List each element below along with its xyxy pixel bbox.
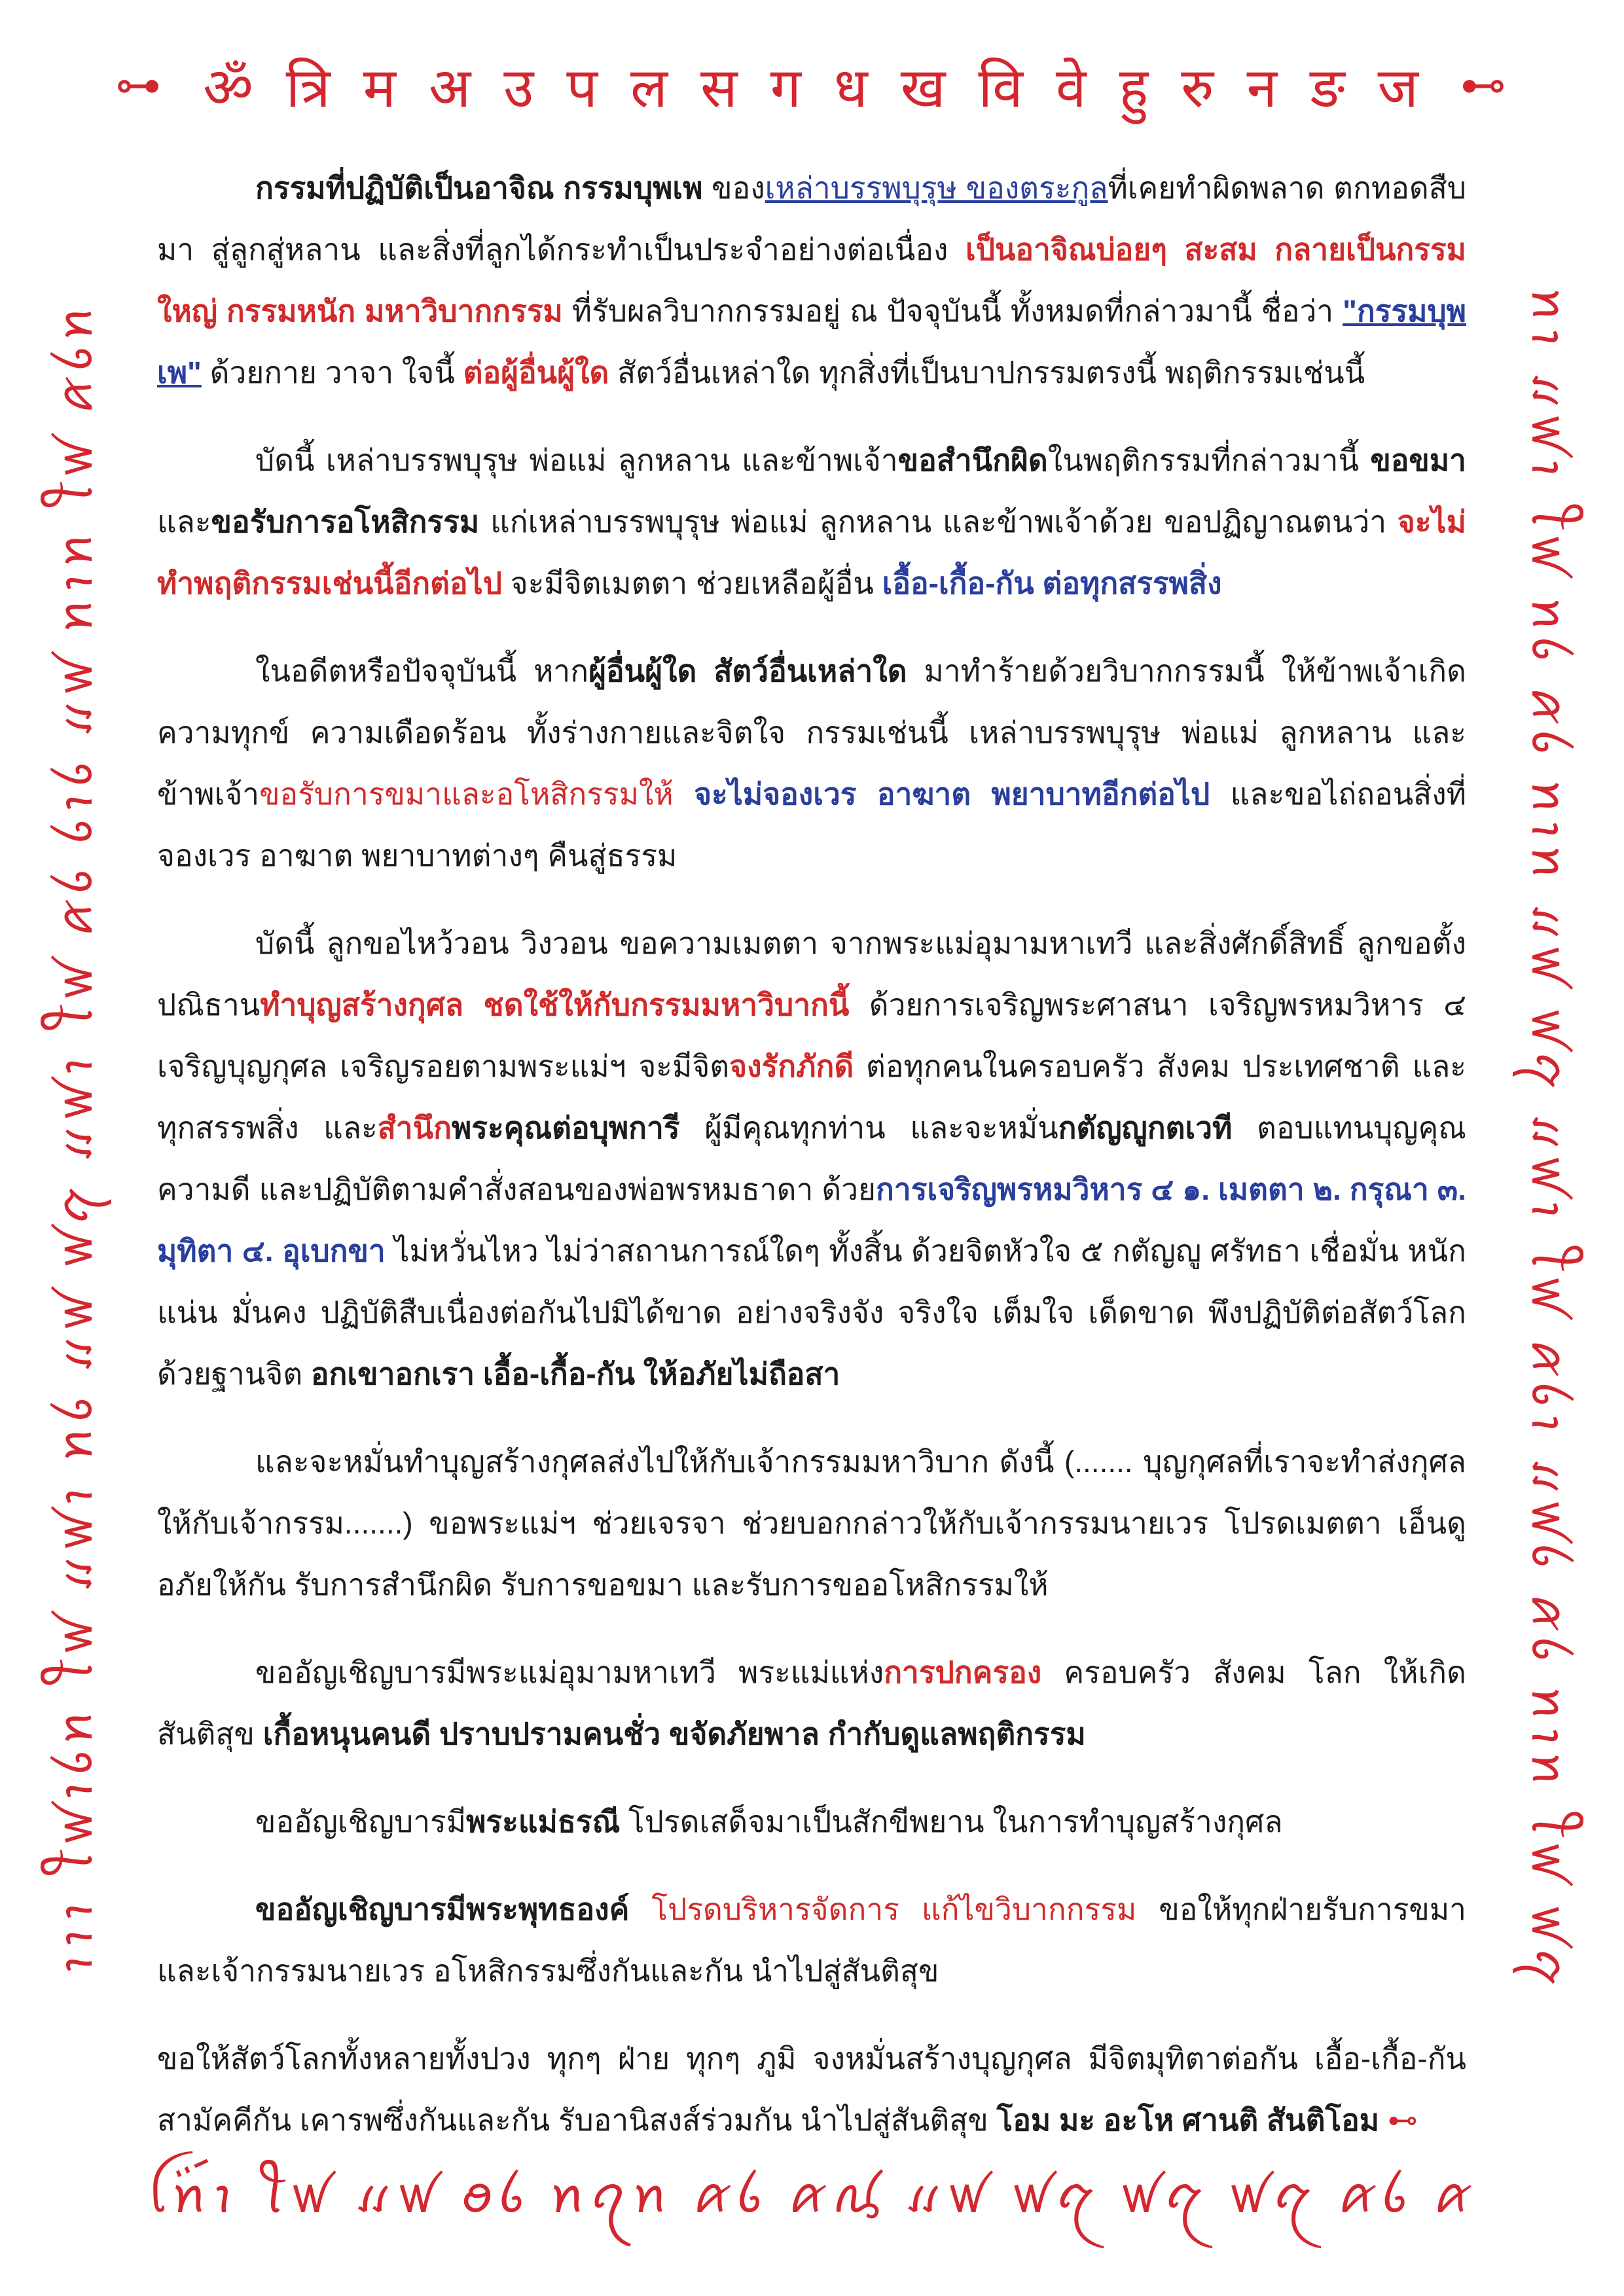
paragraph-6: ขออัญเชิญบารมีพระแม่อุมามหาเทวี พระแม่แห่งการปกครอง ครอบครัว สังคม โลก ให้เกิดสันติสุข เกื้อหนุนคนดี ปราบปรามคนชั่ว ขจัดภัยพาล กำกับดูแลพฤติกรรม [157,1655,1466,1751]
paragraph-8: ขออัญเชิญบารมีพระพุทธองค์ โปรดบริหารจัดการ แก้ไขวิบากกรรม ขอให้ทุกฝ่ายรับการขมา และเจ้ากรรมนายเวร อโหสิกรรมซึ่งกันและกัน นำไปสู่สันติสุข [157,1892,1466,1988]
border-letter: ङ [1310,55,1348,120]
border-letter: प [566,55,600,120]
border-letter: हु [1119,55,1151,120]
left-script-border: ꪱꪱꪱ ꪻꪝꪱꪉꪀ ꪻꪝ ꪵꪝꪱ ꪀꪉ ꪵꪝ ꪝꪋ ꪵꪝꪱ ꪻꪝ ꪁꪉ ꪉꪱꪉ ꪵꪝ ꪀꪱꪀ ꪻꪝ ꪁꪉꪀ [47,302,103,1976]
border-letter: उ [503,55,537,120]
border-letter: रु [1181,55,1217,120]
border-letter: म [363,55,399,120]
sanskrit-letter-row [164,48,1460,123]
paragraph-1: กรรมที่ปฏิบัติเป็นอาจิณ กรรมบุพเพ ของเหล่าบรรพบุรุษ ของตระกูลที่เคยทำผิดพลาด ตกทอดสืบมา สู่ลูกสู่หลาน และสิ่งที่ลูกได้กระทำเป็นประจำอย่างต่อเนื่อง เป็นอาจิณบ่อยๆ สะสม กลายเป็นกรรมใหญ่ กรรมหนัก มหาวิบากกรรม ที่รับผลวิบากกรรมอยู่ ณ ปัจจุบันนี้ ทั้งหมดที่กล่าวมานี้ ชื่อว่า "กรรมบุพเพ" ด้วยกาย วาจา ใจนี้ ต่อผู้อื่นผู้ใด สัตว์อื่นเหล่าใด ทุกสิ่งที่เป็นบาปกรรมตรงนี้ พฤติกรรมเช่นนี้ [157,171,1466,389]
prayer-text-body [157,157,1466,2177]
border-letter: ल [630,55,670,120]
ornament-curl-right-icon: ⊷ [1460,58,1509,112]
bottom-script-border: ꪶꪀꪾꪱ ꪻꪝ ꪵꪝ ꪮꪉ ꪀꪖꪀ ꪁꪉ ꪁꪂ ꪵꪝ ꪝꪋ ꪝꪋ ꪝꪋ ꪁꪉ ꪁ [147,2165,1477,2224]
border-letter: वे [1055,55,1089,120]
ornament-curl-end-icon: ⊷ [1379,2103,1418,2137]
paragraph-5: และจะหมั่นทำบุญสร้างกุศลส่งไปให้กับเจ้ากรรมมหาวิบาก ดังนี้ (....... บุญกุศลที่เราจะทำส่งกุศลให้กับเจ้ากรรม.......) ขอพระแม่ฯ ช่วยเจรจา ช่วยบอกกล่าวให้กับเจ้ากรรมนายเวร โปรดเมตตา เอ็นดู อภัยให้กัน รับการสำนึกผิด รับการขอขมา และรับการขออโหสิกรรมให้ [157,1444,1466,1602]
border-letter: त्रि [285,55,333,120]
right-script-border: ꪀꪱ ꪵꪝꪱ ꪻꪝ ꪀꪉ ꪁꪉ ꪀꪱꪀ ꪵꪝ ꪝꪋ ꪵꪝꪱ ꪻꪝ ꪁꪉꪱ ꪵꪝꪉ ꪁꪉ ꪀꪱꪀ ꪻꪝ ꪝꪋ [1521,287,1577,1991]
paragraph-2: บัดนี้ เหล่าบรรพบุรุษ พ่อแม่ ลูกหลาน และข้าพเจ้าขอสำนึกผิดในพฤติกรรมที่กล่าวมานี้ ขอขมา และขอรับการอโหสิกรรม แก่เหล่าบรรพบุรุษ พ่อแม่ ลูกหลาน และข้าพเจ้าด้วย ขอปฏิญาณตนว่า จะไม่ทำพฤติกรรมเช่นนี้อีกต่อไป จะมีจิตเมตตา ช่วยเหลือผู้อื่น เอื้อ-เกื้อ-กัน ต่อทุกสรรพสิ่ง [157,443,1466,600]
border-letter: ग [770,55,804,120]
border-letter: ख [900,55,948,120]
paragraph-7: ขออัญเชิญบารมีพระแม่ธรณี โปรดเสด็จมาเป็นสักขีพยาน ในการทำบุญสร้างกุศล [255,1804,1283,1839]
border-letter: अ [429,55,474,120]
border-letter: स [700,55,740,120]
border-letter: ज [1377,55,1421,120]
ornament-curl-left-icon: ⊶ [115,58,164,112]
border-letter: न [1246,55,1280,120]
border-letter: वि [978,55,1026,120]
border-letter: ॐ [203,55,256,120]
border-letter: ध [834,55,871,120]
paragraph-9: ขอให้สัตว์โลกทั้งหลายทั้งปวง ทุกๆ ฝ่าย ทุกๆ ภูมิ จงหมั่นสร้างบุญกุศล มีจิตมุทิตาต่อกัน เอื้อ-เกื้อ-กัน สามัคคีกัน เคารพซึ่งกันและกัน รับอานิสงส์ร่วมกัน นำไปสู่สันติสุข โอม มะ อะโห ศานติ สันติโอม ⊷ [157,2041,1466,2137]
top-sanskrit-border [0,46,1624,124]
paragraph-3: ในอดีตหรือปัจจุบันนี้ หากผู้อื่นผู้ใด สัตว์อื่นเหล่าใด มาทำร้ายด้วยวิบากกรรมนี้ ให้ข้าพเจ้าเกิดความทุกข์ ความเดือดร้อน ทั้งร่างกายและจิตใจ กรรมเช่นนี้ เหล่าบรรพบุรุษ พ่อแม่ ลูกหลาน และข้าพเจ้าขอรับการขมาและอโหสิกรรมให้ จะไม่จองเวร อาฆาต พยาบาทอีกต่อไป และขอไถ่ถอนสิ่งที่จองเวร อาฆาต พยาบาทต่างๆ คืนสู่ธรรม [157,654,1467,872]
paragraph-4: บัดนี้ ลูกขอไหว้วอน วิงวอน ขอความเมตตา จากพระแม่อุมามหาเทวี และสิ่งศักดิ์สิทธิ์ ลูกขอตั้งปณิธานทำบุญสร้างกุศล ชดใช้ให้กับกรรมมหาวิบากนี้ ด้วยการเจริญพระศาสนา เจริญพรหมวิหาร ๔ เจริญบุญกุศล เจริญรอยตามพระแม่ฯ จะมีจิตจงรักภักดี ต่อทุกคนในครอบครัว สังคม ประเทศชาติ และทุกสรรพสิ่ง และสำนึกพระคุณต่อบุพการี ผู้มีคุณทุกท่าน และจะหมั่นกตัญญูกตเวที ตอบแทนบุญคุณ ความดี และปฏิบัติตามคำสั่งสอนของพ่อพรหมธาดา ด้วยการเจริญพรหมวิหาร ๔ ๑. เมตตา ๒. กรุณา ๓. มุทิตา ๔. อุเบกขา ไม่หวั่นไหว ไม่ว่าสถานการณ์ใดๆ ทั้งสิ้น ด้วยจิตหัวใจ ๕ กตัญญู ศรัทธา เชื่อมั่น หนักแน่น มั่นคง ปฏิบัติสืบเนื่องต่อกันไปมิได้ขาด อย่างจริงจัง จริงใจ เต็มใจ เด็ดขาด พึงปฏิบัติต่อสัตว์โลกด้วยฐานจิต อกเขาอกเรา เอื้อ-เกื้อ-กัน ให้อภัยไม่ถือสา [157,926,1467,1391]
